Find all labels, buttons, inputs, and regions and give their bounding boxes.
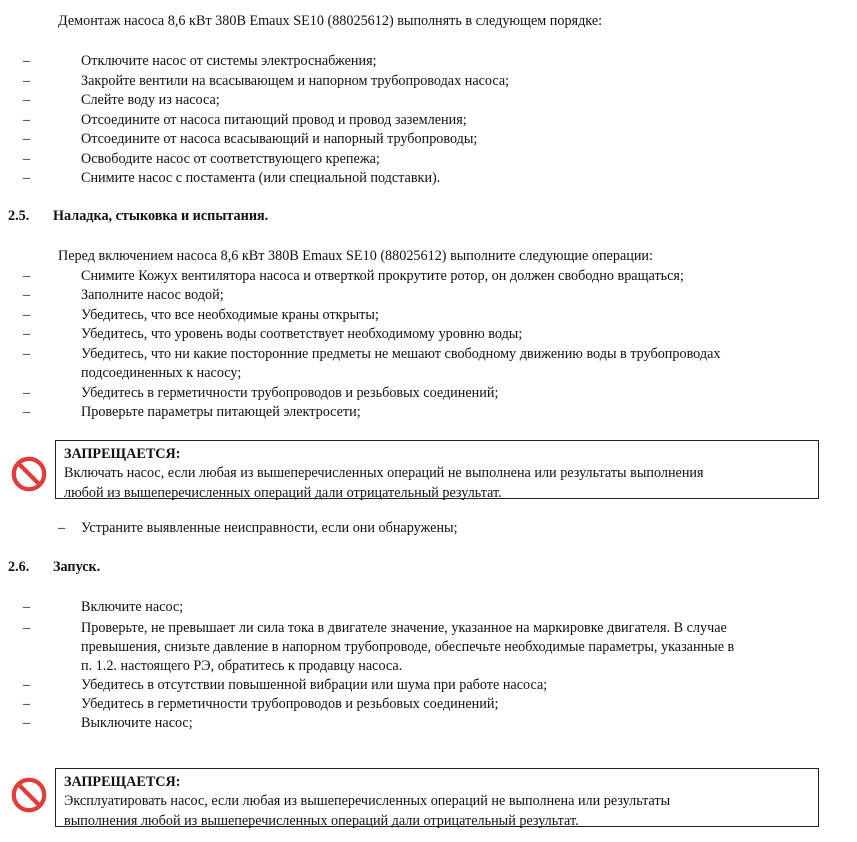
list-dash: –	[23, 170, 31, 186]
list-dash: –	[23, 346, 31, 362]
warning-text-line: Эксплуатировать насос, если любая из вышеперечисленных операций не выполнена или результаты	[64, 793, 671, 810]
list-dash: –	[23, 131, 31, 147]
list-dash: –	[23, 326, 31, 342]
intro-text-2: Перед включением насоса 8,6 кВт 380В Emaux SE10 (88025612) выполните следующие операции:	[58, 248, 653, 264]
list-dash: –	[23, 404, 31, 420]
section-title: Запуск.	[53, 559, 101, 575]
warning-text-line: любой из вышеперечисленных операций дали отрицательный результат.	[64, 484, 502, 501]
section-number: 2.5.	[8, 208, 30, 224]
list-dash: –	[23, 715, 31, 731]
list-dash: –	[23, 620, 31, 636]
warning-title: ЗАПРЕЩАЕТСЯ:	[64, 774, 181, 790]
list-dash: –	[23, 287, 31, 303]
list-dash: –	[23, 53, 31, 69]
warning-box	[55, 768, 819, 827]
list-dash: –	[23, 307, 31, 323]
list-dash: –	[23, 73, 31, 89]
warning-title: ЗАПРЕЩАЕТСЯ:	[64, 446, 181, 462]
list-dash: –	[23, 112, 31, 128]
list-dash: –	[23, 92, 31, 108]
section-title: Наладка, стыковка и испытания.	[53, 208, 269, 224]
list-dash: –	[23, 677, 31, 693]
list-dash: –	[23, 599, 31, 615]
prohibition-icon	[10, 455, 48, 493]
list-dash: –	[58, 520, 66, 536]
list-dash: –	[23, 151, 31, 167]
list-dash: –	[23, 696, 31, 712]
warning-box	[55, 440, 819, 499]
list-dash: –	[23, 385, 31, 401]
intro-text: Демонтаж насоса 8,6 кВт 380В Emaux SE10 (88025612) выполнять в следующем порядке:	[58, 13, 603, 29]
list-dash: –	[23, 268, 31, 284]
warning-text-line: выполнения любой из вышеперечисленных операций дали отрицательный результат.	[64, 812, 579, 829]
warning-text-line: Включать насос, если любая из вышеперечисленных операций не выполнена или результаты выполнения	[64, 465, 704, 482]
prohibition-icon	[10, 776, 48, 814]
section-number: 2.6.	[8, 559, 30, 575]
